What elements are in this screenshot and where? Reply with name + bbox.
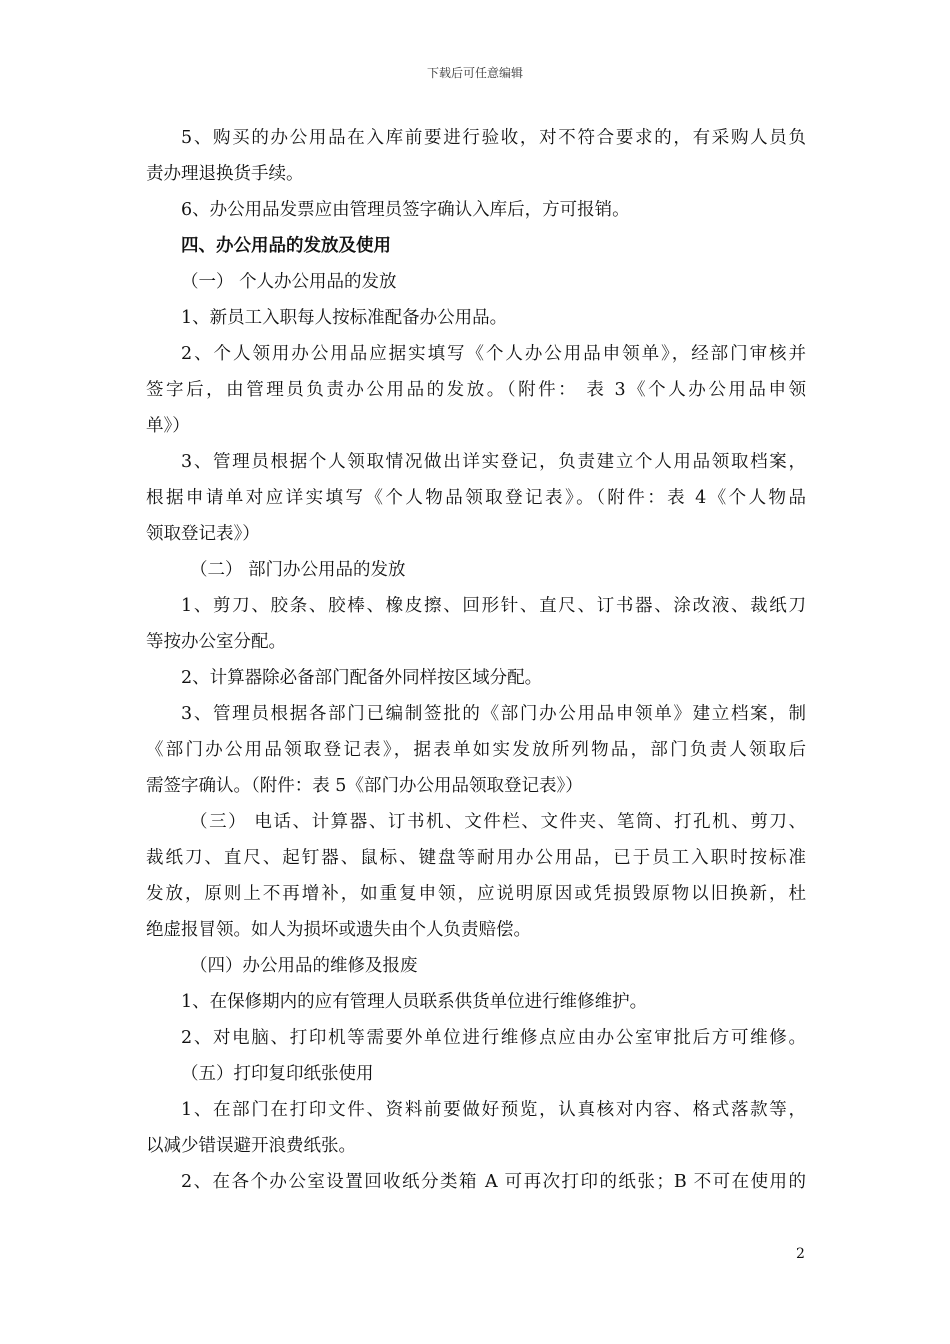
subsection-heading: （二） 部门办公用品的发放: [190, 560, 406, 580]
paragraph-line: 签字后，由管理员负责办公用品的发放。（附件： 表 3《个人办公用品申领: [146, 380, 806, 400]
paragraph-line: 1、剪刀、胶条、胶棒、橡皮擦、回形针、直尺、订书器、涂改液、裁纸刀: [181, 596, 806, 616]
paragraph-line: 发放，原则上不再增补，如重复申领，应说明原因或凭损毁原物以旧换新，杜: [146, 884, 806, 904]
paragraph-line: 责办理退换货手续。: [146, 164, 304, 184]
paragraph-line: 3、管理员根据个人领取情况做出详实登记，负责建立个人用品领取档案，: [181, 452, 806, 472]
paragraph-line: 2、计算器除必备部门配备外同样按区域分配。: [181, 668, 543, 688]
paragraph-line: 以减少错误避开浪费纸张。: [146, 1136, 356, 1156]
page-number: 2: [796, 1246, 805, 1262]
paragraph-line: 需签字确认。（附件：表 5《部门办公用品领取登记表》）: [146, 776, 583, 796]
paragraph-line: 领取登记表》）: [146, 524, 260, 544]
paragraph-line: 根据申请单对应详实填写《个人物品领取登记表》。（附件：表 4《个人物品: [146, 488, 806, 508]
paragraph-line: 2、对电脑、打印机等需要外单位进行维修点应由办公室审批后方可维修。: [181, 1028, 806, 1048]
paragraph-line: 等按办公室分配。: [146, 632, 286, 652]
subsection-heading: （四）办公用品的维修及报废: [190, 956, 418, 976]
subsection-heading: （三） 电话、计算器、订书机、文件栏、文件夹、笔筒、打孔机、剪刀、: [190, 812, 806, 832]
subsection-heading: （一） 个人办公用品的发放: [181, 272, 397, 292]
document-body: [146, 120, 806, 1200]
paragraph-line: 5、购买的办公用品在入库前要进行验收，对不符合要求的，有采购人员负: [181, 128, 806, 148]
paragraph-line: 2、在各个办公室设置回收纸分类箱 A 可再次打印的纸张；B 不可在使用的: [181, 1172, 806, 1192]
paragraph-line: 1、新员工入职每人按标准配备办公用品。: [181, 308, 508, 328]
page-header: 下载后可任意编辑: [426, 66, 523, 80]
subsection-heading: （五）打印复印纸张使用: [181, 1064, 374, 1084]
paragraph-line: 1、在部门在打印文件、资料前要做好预览，认真核对内容、格式落款等，: [181, 1100, 806, 1120]
paragraph-line: 6、办公用品发票应由管理员签字确认入库后，方可报销。: [181, 200, 630, 220]
paragraph-line: 《部门办公用品领取登记表》，据表单如实发放所列物品，部门负责人领取后: [146, 740, 806, 760]
paragraph-line: 绝虚报冒领。如人为损坏或遗失由个人负责赔偿。: [146, 920, 531, 940]
paragraph-line: 2、个人领用办公用品应据实填写《个人办公用品申领单》，经部门审核并: [181, 344, 806, 364]
section-heading: 四、办公用品的发放及使用: [181, 236, 391, 256]
paragraph-line: 裁纸刀、直尺、起钉器、鼠标、键盘等耐用办公用品，已于员工入职时按标准: [146, 848, 806, 868]
paragraph-line: 单》）: [146, 416, 190, 436]
paragraph-line: 3、管理员根据各部门已编制签批的《部门办公用品申领单》建立档案，制: [181, 704, 806, 724]
paragraph-line: 1、在保修期内的应有管理人员联系供货单位进行维修维护。: [181, 992, 648, 1012]
